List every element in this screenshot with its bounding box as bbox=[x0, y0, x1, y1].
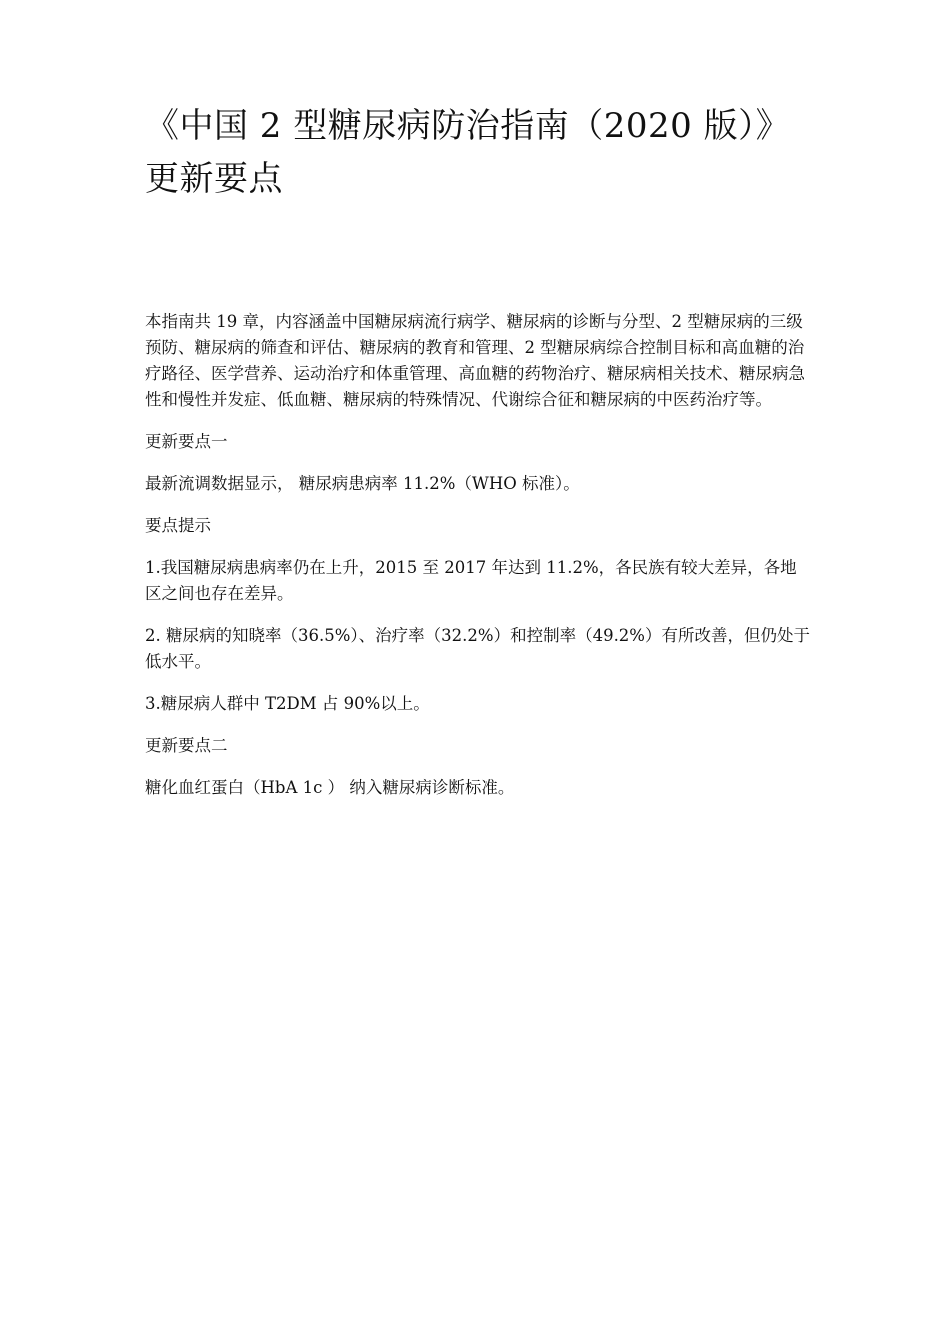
intro-paragraph: 本指南共 19 章，内容涵盖中国糖尿病流行病学、糖尿病的诊断与分型、2 型糖尿病的三级预防、糖尿病的筛查和评估、糖尿病的教育和管理、2 型糖尿病综合控制目标和高血糖的治疗路径、医学营养、运动治疗和体重管理、高血糖的药物治疗、糖尿病相关技术、糖尿病急性和慢性并发症、低血糖、糖尿病的特殊情况、代谢综合征和糖尿病的中医药治疗等。 bbox=[145, 312, 805, 409]
key-point-3: 3.糖尿病人群中 T2DM 占 90%以上。 bbox=[145, 694, 430, 713]
key-point-2: 2. 糖尿病的知晓率（36.5%）、治疗率（32.2%）和控制率（49.2%）有所改善，但仍处于低水平。 bbox=[145, 626, 810, 671]
update-1-text: 最新流调数据显示， 糖尿病患病率 11.2%（WHO 标准）。 bbox=[145, 474, 580, 493]
section-heading-key-points: 要点提示 bbox=[145, 516, 211, 535]
section-heading-update-2: 更新要点二 bbox=[145, 736, 228, 755]
update-2-text: 糖化血红蛋白（HbA 1c ） 纳入糖尿病诊断标准。 bbox=[145, 778, 515, 797]
document-content bbox=[145, 100, 810, 801]
key-point-1: 1.我国糖尿病患病率仍在上升，2015 至 2017 年达到 11.2%，各民族有较大差异，各地区之间也存在差异。 bbox=[145, 558, 797, 603]
document-title: 《中国 2 型糖尿病防治指南（2020 版）》更新要点 bbox=[145, 106, 791, 199]
section-heading-update-1: 更新要点一 bbox=[145, 432, 228, 451]
